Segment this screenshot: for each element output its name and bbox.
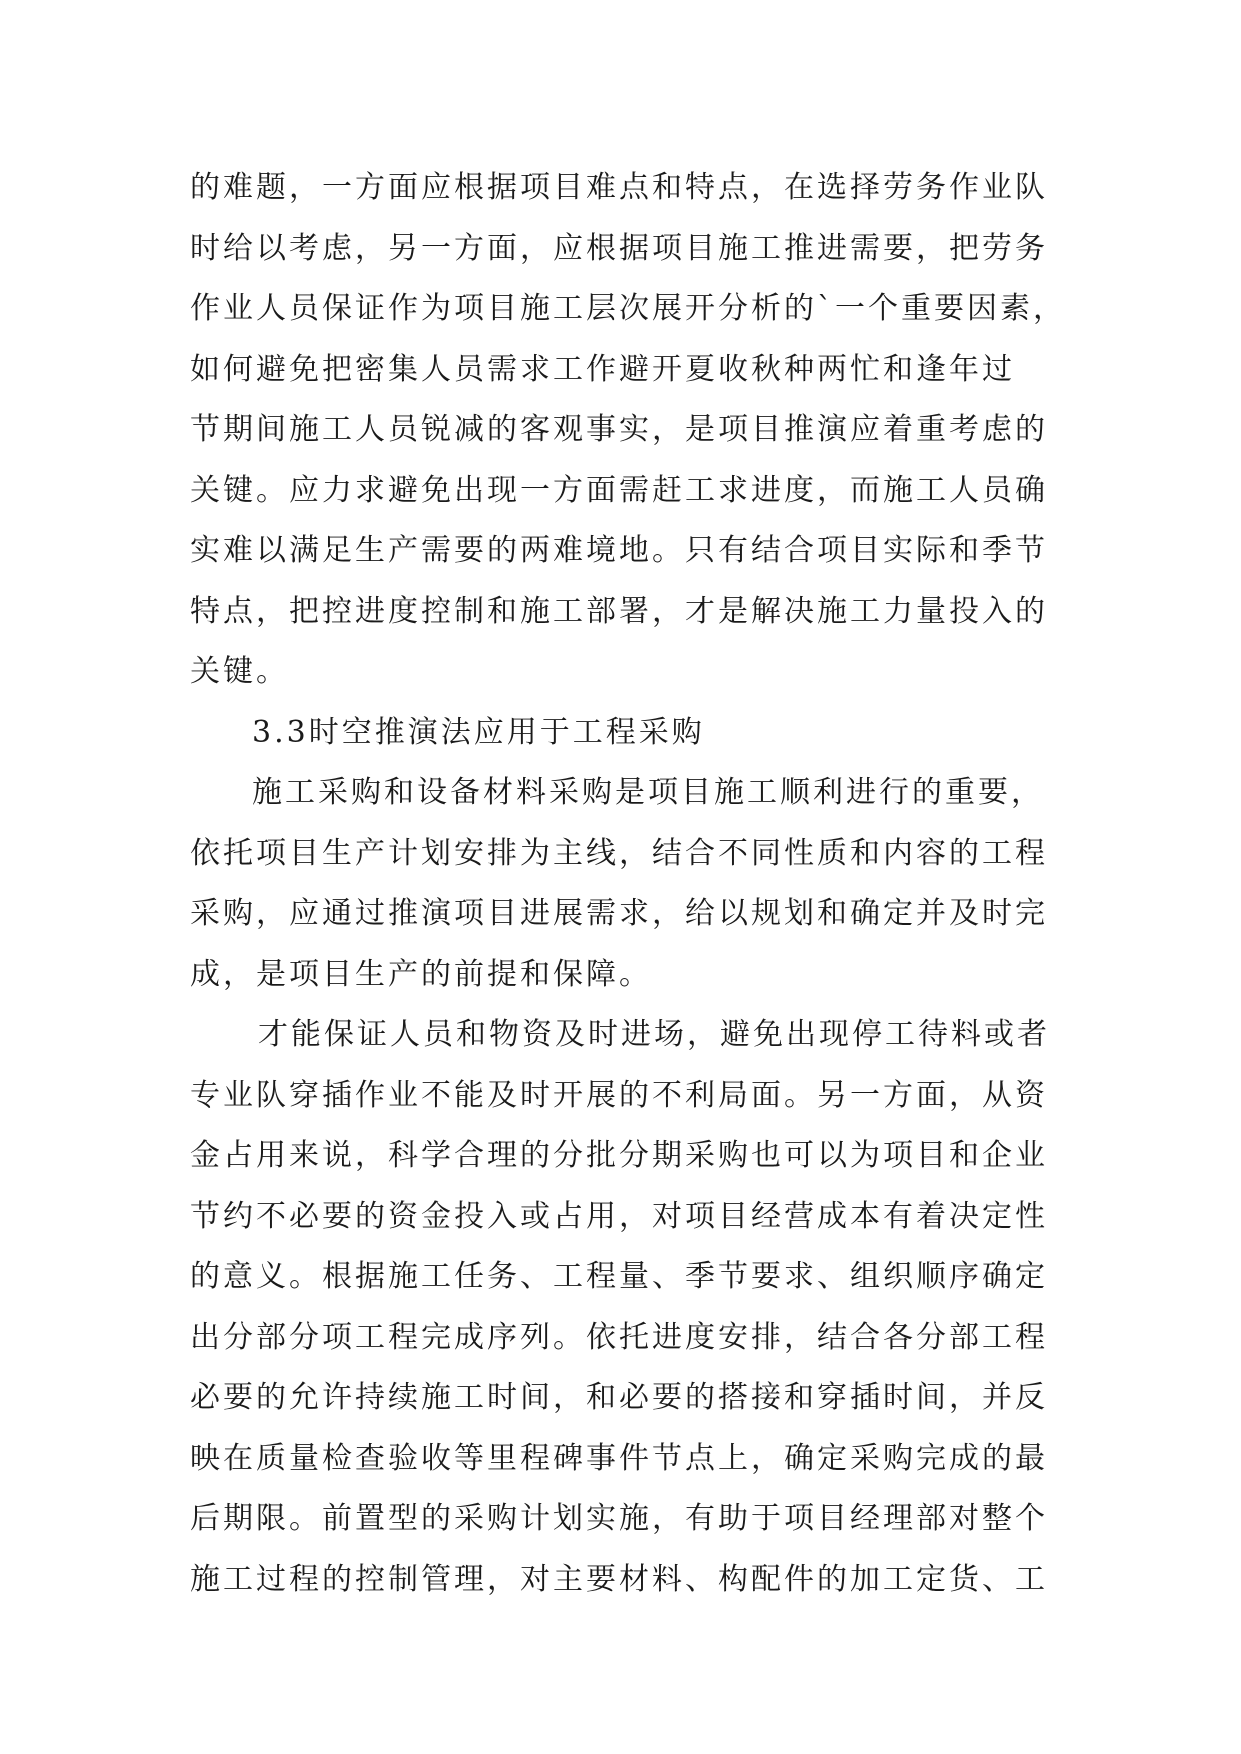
- body-text: [190, 158, 1090, 1610]
- text-line: 成，是项目生产的前提和保障。: [190, 956, 652, 992]
- text-line: 施工过程的控制管理，对主要材料、构配件的加工定货、工: [190, 1561, 1048, 1597]
- text-line: 映在质量检查验收等里程碑事件节点上，确定采购完成的最: [190, 1440, 1048, 1476]
- text-line: 采购，应通过推演项目进展需求，给以规划和确定并及时完: [190, 896, 1048, 931]
- text-line: 关键。应力求避免出现一方面需赶工求进度，而施工人员确: [190, 472, 1048, 508]
- text-line: 施工采购和设备材料采购是项目施工顺利进行的重要，: [252, 775, 1044, 810]
- text-line: 的难题，一方面应根据项目难点和特点，在选择劳务作业队: [190, 170, 1048, 205]
- text-line: 后期限。前置型的采购计划实施，有助于项目经理部对整个: [190, 1501, 1048, 1536]
- text-line: 专业队穿插作业不能及时开展的不利局面。另一方面，从资: [190, 1077, 1048, 1113]
- text-line: 如何避免把密集人员需求工作避开夏收秋种两忙和逢年过: [190, 351, 1015, 387]
- section-heading: 3.3时空推演法应用于工程采购: [252, 714, 705, 750]
- text-line: 才能保证人员和物资及时进场，避免出现停工待料或者: [258, 1017, 1050, 1052]
- text-line: 关键。: [190, 654, 289, 689]
- text-line: 的意义。根据施工任务、工程量、季节要求、组织顺序确定: [190, 1259, 1048, 1294]
- text-line: 特点，把控进度控制和施工部署，才是解决施工力量投入的: [190, 593, 1048, 629]
- text-line: 出分部分项工程完成序列。依托进度安排，结合各分部工程: [190, 1319, 1048, 1355]
- text-line: 作业人员保证作为项目施工层次展开分析的`一个重要因素，: [190, 291, 1066, 326]
- text-line: 实难以满足生产需要的两难境地。只有结合项目实际和季节: [190, 533, 1048, 568]
- text-line: 节约不必要的资金投入或占用，对项目经营成本有着决定性: [190, 1198, 1048, 1234]
- text-line: 时给以考虑，另一方面，应根据项目施工推进需要，把劳务: [190, 230, 1048, 266]
- text-line: 金占用来说，科学合理的分批分期采购也可以为项目和企业: [190, 1138, 1048, 1173]
- text-line: 必要的允许持续施工时间，和必要的搭接和穿插时间，并反: [190, 1380, 1048, 1415]
- text-line: 节期间施工人员锐减的客观事实，是项目推演应着重考虑的: [190, 412, 1048, 447]
- text-line: 依托项目生产计划安排为主线，结合不同性质和内容的工程: [190, 835, 1048, 871]
